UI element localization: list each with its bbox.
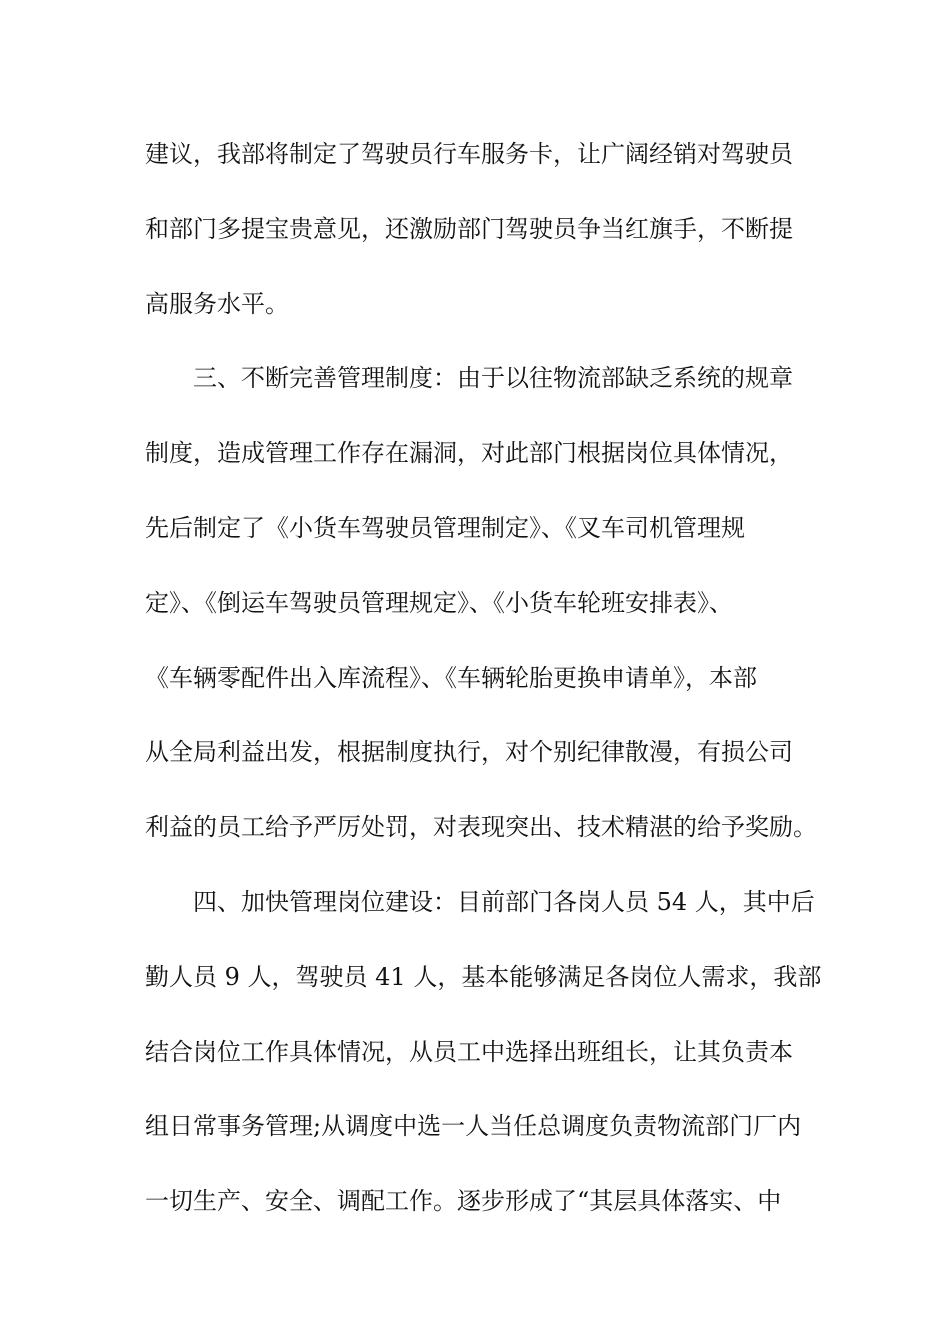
text-line: 先后制定了《小货车驾驶员管理制定》、《叉车司机管理规 — [145, 513, 745, 542]
text-line: 高服务水平。 — [145, 289, 289, 318]
text-line: 定》、《倒运车驾驶员管理规定》、《小货车轮班安排表》、 — [145, 588, 733, 617]
text-line: 四、加快管理岗位建设：目前部门各岗人员 54 人，其中后 — [145, 887, 815, 916]
text-line: 组日常事务管理;从调度中选一人当任总调度负责物流部门厂内 — [145, 1112, 802, 1141]
text-line: 三、不断完善管理制度：由于以往物流部缺乏系统的规章 — [145, 364, 793, 393]
text-line: 结合岗位工作具体情况，从员工中选择出班组长，让其负责本 — [145, 1037, 793, 1066]
body-text — [145, 128, 822, 1250]
text-line: 从全局利益出发，根据制度执行，对个别纪律散漫，有损公司 — [145, 738, 793, 767]
text-line: 一切生产、安全、调配工作。逐步形成了“其层具体落实、中 — [145, 1187, 782, 1216]
text-line: 和部门多提宝贵意见，还激励部门驾驶员争当红旗手，不断提 — [145, 214, 793, 243]
text-line: 建议，我部将制定了驾驶员行车服务卡，让广阔经销对驾驶员 — [145, 140, 793, 168]
text-line: 制度，造成管理工作存在漏洞，对此部门根据岗位具体情况， — [145, 439, 793, 468]
text-line: 勤人员 9 人，驾驶员 41 人，基本能够满足各岗位人需求，我部 — [145, 962, 822, 991]
text-line: 利益的员工给予严厉处罚，对表现突出、技术精湛的给予奖励。 — [145, 813, 817, 842]
text-line: 《车辆零配件出入库流程》、《车辆轮胎更换申请单》，本部 — [145, 663, 757, 692]
